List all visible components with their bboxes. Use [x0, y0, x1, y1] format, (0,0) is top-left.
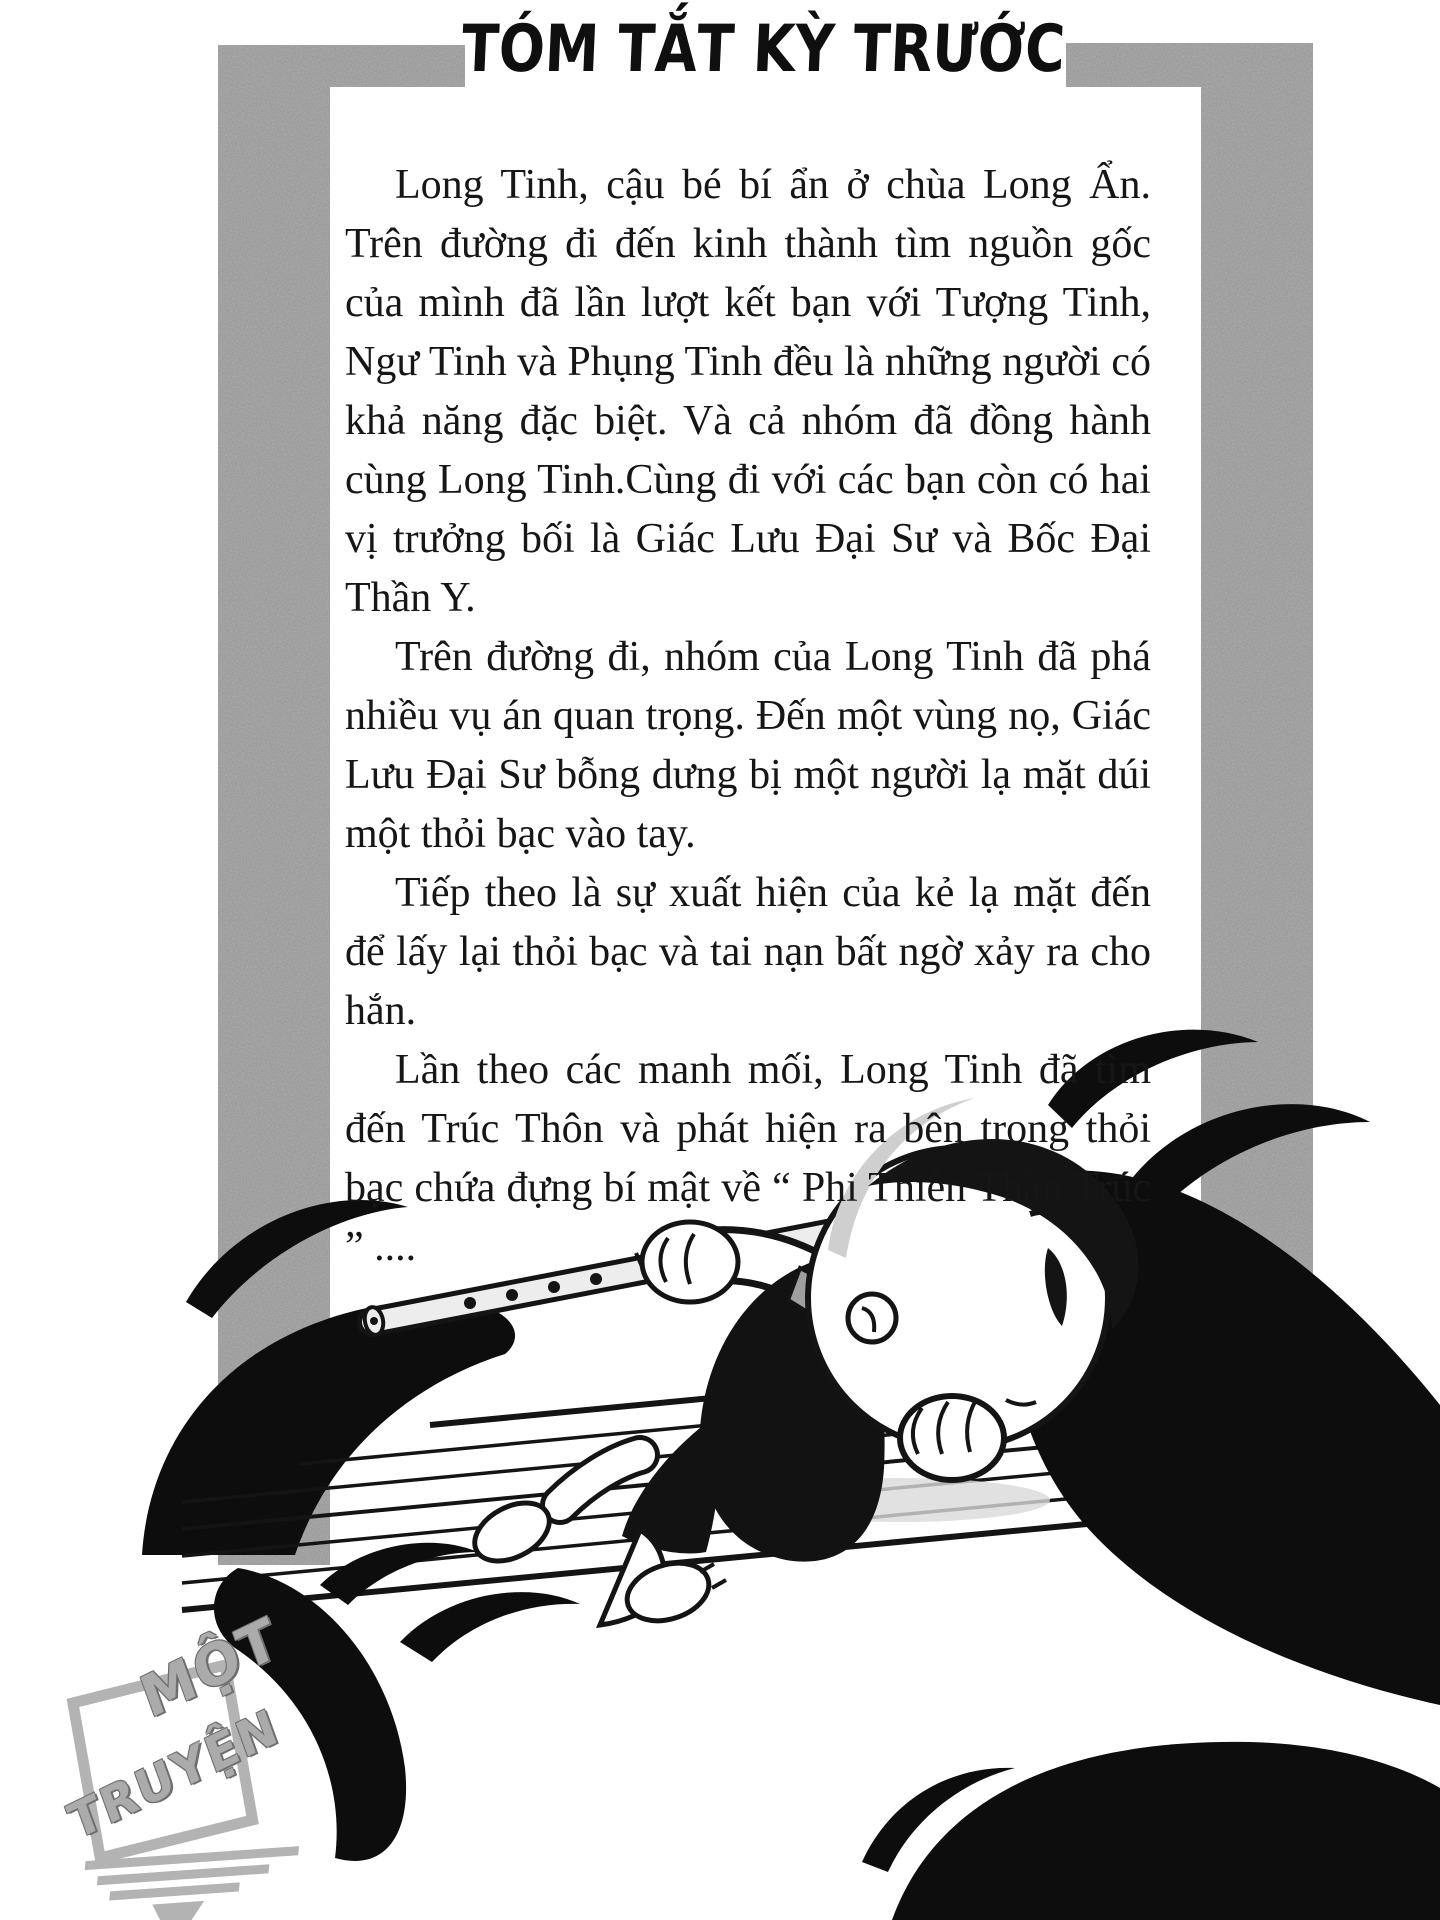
recap-paragraph-1: Long Tinh, cậu bé bí ẩn ở chùa Long Ẩn. Trên đường đi đến kinh thành tìm nguồn gốc của mình đã lần lượt kết bạn với Tượng Tinh, Ngư Tinh và Phụng Tinh đều là những người có khả năng đặc biệt. Và cả nhóm đã đồng hành cùng Long Tinh.Cùng đi với các bạn còn có hai vị trưởng bối là Giác Lưu Đại Sư và Bốc Đại Thần Y. [345, 162, 1151, 621]
recap-text [345, 156, 1151, 1277]
watermark-logo [46, 1605, 322, 1920]
chin-fist [900, 1396, 1004, 1480]
watermark-triangle [148, 1901, 205, 1920]
recap-paragraph-2: Trên đường đi, nhóm của Long Tinh đã phá nhiều vụ án quan trọng. Đến một vùng nọ, Giác Lưu Đại Sư bỗng dưng bị một người lạ mặt dúi một thỏi bạc vào tay. [345, 634, 1151, 857]
mat-crescent-2 [400, 1592, 580, 1662]
watermark-word-2: TRUYỆN [61, 1698, 287, 1852]
wave-bottom-right [892, 1742, 1440, 1920]
mat-crescent-1 [320, 1543, 478, 1605]
page-title: TÓM TẮT KỲ TRƯỚC [460, 12, 1067, 88]
watermark-word-1: MỘT [132, 1605, 288, 1732]
recap-paragraph-4: Lần theo các manh mối, Long Tinh đã tìm đến Trúc Thôn và phát hiện ra bên trong thỏi bạc chứa đựng bí mật về “ Phi Thiên Thần Trúc ” .... [345, 1047, 1151, 1270]
recap-paragraph-3: Tiếp theo là sự xuất hiện của kẻ lạ mặt đến để lấy lại thỏi bạc và tai nạn bất ngờ xảy ra cho hắn. [345, 870, 1151, 1034]
